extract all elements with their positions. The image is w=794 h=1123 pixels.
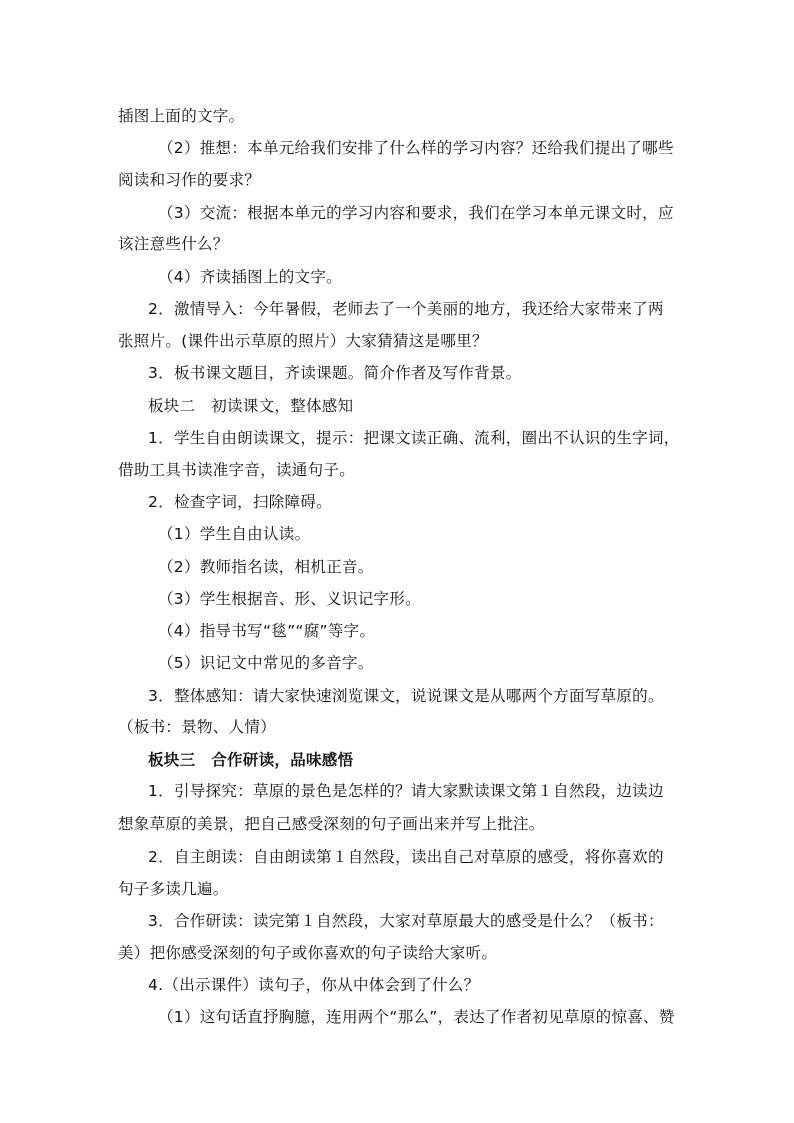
text-line: 阅读和习作的要求？ (118, 171, 261, 189)
text-line: 4.（出示课件）读句子，你从中体会到了什么？ (148, 976, 480, 994)
text-line: 美）把你感受深刻的句子或你喜欢的句子读给大家听。 (118, 944, 498, 962)
text-line: （1）学生自由认读。 (158, 525, 311, 543)
text-line: 想象草原的美景，把自己感受深刻的句子画出来并写上批注。 (118, 815, 545, 833)
text-line: 2．检查字词，扫除障碍。 (148, 493, 332, 511)
text-line: （4）指导书写“毯”“腐”等字。 (158, 622, 376, 640)
text-line: 2．激情导入：今年暑假，老师去了一个美丽的地方，我还给大家带来了两 (148, 300, 664, 318)
text-line: 2．自主朗读：自由朗读第１自然段，读出自己对草原的感受，将你喜欢的 (148, 848, 664, 866)
text-line: 1．引导探究：草原的景色是怎样的？请大家默读课文第１自然段，边读边 (148, 782, 664, 800)
text-line: （3）学生根据音、形、义识记字形。 (158, 590, 421, 608)
section-heading: 板块二 初读课文，整体感知 (148, 397, 354, 415)
text-line: 该注意些什么？ (118, 235, 229, 253)
text-line: 插图上面的文字。 (118, 107, 245, 125)
text-line: （板书：景物、人情） (118, 718, 277, 736)
text-line: 3．整体感知：请大家快速浏览课文，说说课文是从哪两个方面写草原的。 (148, 687, 664, 705)
text-line: 1．学生自由朗读课文，提示：把课文读正确、流利，圈出不认识的生字词， (148, 429, 680, 447)
text-line: 张照片。(课件出示草原的照片）大家猜猜这是哪里？ (118, 332, 488, 350)
text-line: 3．板书课文题目，齐读课题。简介作者及写作背景。 (148, 364, 522, 382)
section-heading: 板块三 合作研读，品味感悟 (148, 751, 354, 769)
text-line: （1）这句话直抒胸臆，连用两个“那么”，表达了作者初见草原的惊喜、赞 (158, 1008, 675, 1026)
text-line: （5）识记文中常见的多音字。 (158, 654, 374, 672)
text-line: （3）交流：根据本单元的学习内容和要求，我们在学习本单元课文时，应 (158, 204, 674, 222)
text-line: 句子多读几遍。 (118, 880, 229, 898)
text-line: （2）推想：本单元给我们安排了什么样的学习内容？还给我们提出了哪些 (158, 139, 674, 157)
text-line: 借助工具书读准字音，读通句子。 (118, 461, 356, 479)
text-line: （2）教师指名读，相机正音。 (158, 558, 374, 576)
text-line: （4）齐读插图上的文字。 (158, 268, 342, 286)
text-line: 3．合作研读：读完第１自然段，大家对草原最大的感受是什么？（板书： (148, 912, 664, 930)
